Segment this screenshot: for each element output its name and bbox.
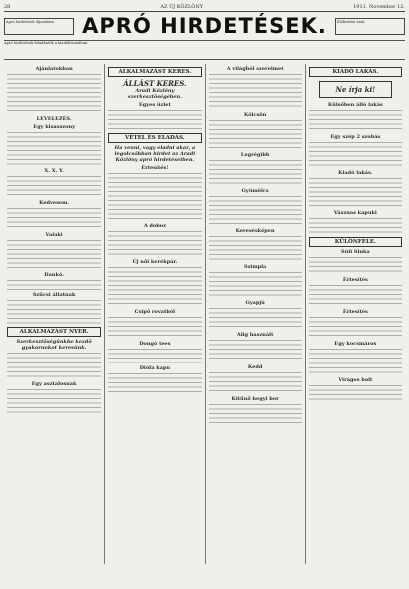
ad-body-text [7,74,101,114]
ad-heading: LEVELEZÉS. [36,116,72,122]
ad-heading: Ajánlatokban [35,66,73,72]
ad-heading: Alig használt [236,332,274,338]
ad-body-text [309,317,402,339]
ad-heading: A világból szerelmet [226,66,284,72]
promo-text: Szerkesztőségünkbe kezdő gyakornokot keresünk. [16,339,92,351]
promo-stamp: Ne írja ki! [319,81,392,98]
subscription-box: Előfizetési árak [335,18,405,35]
ad-heading: Valaki [45,232,63,238]
ad-heading: Kitűnő hegyi bor [231,396,279,402]
ad-body-text [309,385,402,403]
intro-text: Apró hirdetések feladhatók a kiadóhivatalban. [4,40,405,60]
ad-heading: Egy asztalosnak [31,381,77,387]
section-heading: KÜLÖNFÉLE. [309,237,402,247]
section-heading: VÉTEL ÉS ELADÁS. [108,133,201,143]
ad-heading: Külsőben álló lakás [328,102,383,108]
ad-heading: Egy szép 2 szobás [330,134,381,140]
section-heading: KIADÓ LAKÁS. [309,67,402,77]
ad-body-text [309,142,402,168]
title-row [4,14,405,38]
ad-body-text [309,349,402,375]
ad-body-text [108,373,201,395]
ad-body-text [209,160,302,186]
ad-body-text [309,285,402,307]
ad-body-text [108,349,201,363]
column-1 [4,64,104,564]
issue-date: 1911. November 12. [353,4,405,10]
column-2 [104,64,204,564]
ad-body-text [7,176,101,198]
ad-heading: Vásznas kapuki [333,210,377,216]
column-4 [305,64,405,564]
page-header [4,4,405,12]
ad-columns [4,64,405,564]
ad-body-text [209,196,302,226]
ad-body-text [108,110,201,130]
ad-heading: Dankó. [44,272,64,278]
ad-body-text [7,132,101,166]
newspaper-name: AZ ÚJ KÖZLÖNY [160,4,204,10]
newspaper-page [4,4,405,581]
ad-heading: Legrégibb [240,152,270,158]
ad-heading: Kölcsön [243,112,267,118]
ad-body-text [209,404,302,424]
ad-body-text [108,231,201,257]
ad-body-text [7,300,101,324]
ad-body-text [309,218,402,234]
page-title: APRÓ HIRDETÉSEK. [82,14,327,38]
ad-body-text [209,74,302,110]
ad-heading: Egy kisasszony [33,124,75,130]
ad-body-text [209,340,302,362]
ad-heading: Gyümölcs [241,188,269,194]
ad-body-text [7,240,101,270]
promo-text: Aradi Közlöny szerkesztőségében. [127,88,182,100]
ad-heading: Kedd [247,364,263,370]
ad-heading: Súli Sinka [341,249,370,255]
ad-heading: Értesítés [342,277,368,283]
ad-heading: Kedvesem. [39,200,70,206]
ad-heading: A doboz [143,223,166,229]
ad-heading: Csipő rovatból [134,309,176,315]
ad-body-text [108,267,201,307]
ad-heading: Szimpla [243,264,267,270]
ad-body-text [209,120,302,150]
ad-heading: X. X. Y. [44,168,64,174]
ad-body-text [309,110,402,132]
ad-body-text [209,372,302,394]
section-heading: ALKALMAZÁST KERES. [108,67,201,77]
ad-body-text [7,353,101,379]
ad-heading: Egyes üzlet [138,102,171,108]
ad-body-text [108,317,201,339]
ad-body-text [209,236,302,262]
ad-heading: Diófa kapu [139,365,171,371]
ad-heading: Értesítés! [141,165,169,171]
promo-text: Ha venni, vagy eladni akar, a legolcsóbban hirdet az Aradi Közlöny apró hirdetéseiben. [114,145,196,163]
ad-body-text [309,178,402,208]
ad-body-text [7,389,101,415]
ad-heading: Értesítés [342,309,368,315]
ad-heading: Virágos bolt [338,377,373,383]
ad-body-text [108,173,201,221]
ad-body-text [209,272,302,298]
ad-heading: Szűcsi állatnak [32,292,76,298]
promo-headline: ÁLLÁST KERES. [123,79,187,88]
ad-body-text [7,208,101,230]
column-3 [205,64,305,564]
ad-body-text [309,257,402,275]
ad-heading: Kiadó lakás. [338,170,373,176]
ad-heading: Dongó tees [139,341,171,347]
page-number: 28 [4,4,11,10]
ad-body-text [7,280,101,290]
section-heading: ALKALMAZÁST NYER. [7,327,101,337]
ad-heading: Új női kerékpár. [132,259,178,265]
ad-heading: Keresésképen [235,228,275,234]
ad-heading: Egy kocsmáros [334,341,377,347]
ad-heading: Gyapjú [245,300,265,306]
rates-box: Apró hirdetések díjszabása [4,18,74,35]
ad-body-text [209,308,302,330]
